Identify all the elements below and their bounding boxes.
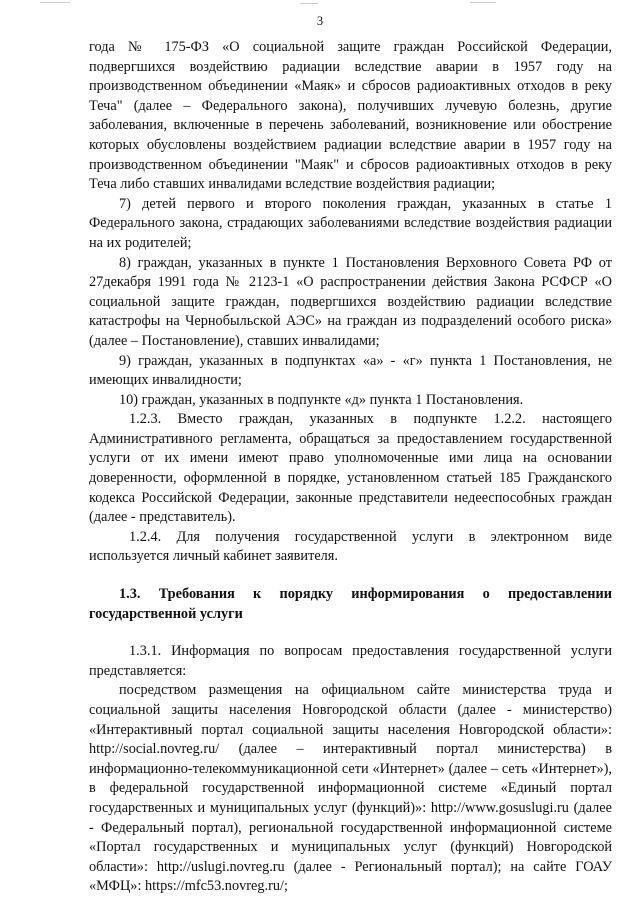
spacer xyxy=(89,624,612,642)
paragraph-item-10: 10) граждан, указанных в подпункте «д» пункта 1 Постановления. xyxy=(119,391,524,408)
paragraph-1-2-4: 1.2.4. Для получения государственной услуги в электронном виде используется личный кабинет заявителя. xyxy=(89,528,612,565)
paragraph-1-2-3: 1.2.3. Вместо граждан, указанных в подпункте 1.2.2. настоящего Административного регламента, обращаться за предоставлением государственной услуги от их имени имеют право уполномоченные ими лица на основании доверенности, оформленной в порядке, установленном статьей 185 Гражданского кодекса Российской Федерации, законные представители недееспособных граждан (далее - представитель). xyxy=(89,411,612,526)
paragraph-info-channels: посредством размещения на официальном сайте министерства труда и социальной защиты населения Новгородской области (далее - министерство) «Интерактивный портал социальной защиты населения Новгородской области»: http://social.novreg.ru/ (далее – интерактивный портал министерства) в информационно-телекоммуникационной сети «Интернет» (далее – сеть «Интернет»), в федеральной государственной информационной системе «Единый портал государственных и муниципальных услуг (функций)»: http://www.gosuslugi.ru (далее - Федеральный портал), региональной государственной информационной системе «Портал государственных и муниципальных услуг (функций) Новгородской области»: http://uslugi.novreg.ru (далее - Региональный портал); на сайте ГОАУ «МФЦ»: https://mfc53.novreg.ru/; xyxy=(89,682,612,895)
paragraph-item-7: 7) детей первого и второго поколения граждан, указанных в статье 1 Федерального закона, страдающих заболеваниями вследствие воздействия радиации на их родителей; xyxy=(89,195,612,251)
paragraph-law-reference: года № 175-ФЗ «О социальной защите граждан Российской Федерации, подвергшихся воздействию радиации вследствие аварии в 1957 году на производственном объединении «Маяк» и сбросов радиоактивных отходов в реку Теча" (далее – Федерального закона), получивших лучевую болезнь, другие заболевания, включенные в перечень заболеваний, возникновение или обострение которых обусловлены воздействием радиации вследствие аварии в 1957 году на производственном объединении "Маяк" и сбросов радиоактивных отходов в реку Теча либо ставших инвалидами вследствие воздействия радиации; xyxy=(89,39,612,193)
scan-artifact xyxy=(40,2,70,3)
scan-artifact xyxy=(300,3,318,4)
section-heading-1-3: 1.3. Требования к порядку информирования о предоставлении государственной услуги xyxy=(89,586,612,622)
document-body xyxy=(89,38,612,897)
page-number: 3 xyxy=(316,14,324,28)
spacer xyxy=(89,567,612,585)
paragraph-item-8: 8) граждан, указанных в пункте 1 Постановления Верховного Совета РФ от 27декабря 1991 года № 2123-1 «О распространении действия Закона РСФСР «О социальной защите граждан, подвергшихся воздействию радиации вследствие катастрофы на Чернобыльской АЭС» на граждан из подразделений особого риска» (далее – Постановление), ставших инвалидами; xyxy=(89,254,612,349)
scan-artifact xyxy=(470,2,496,3)
paragraph-item-9: 9) граждан, указанных в подпунктах «а» - «г» пункта 1 Постановления, не имеющих инвалидности; xyxy=(89,352,612,389)
paragraph-1-3-1: 1.3.1. Информация по вопросам предоставления государственной услуги представляется: xyxy=(89,643,612,679)
